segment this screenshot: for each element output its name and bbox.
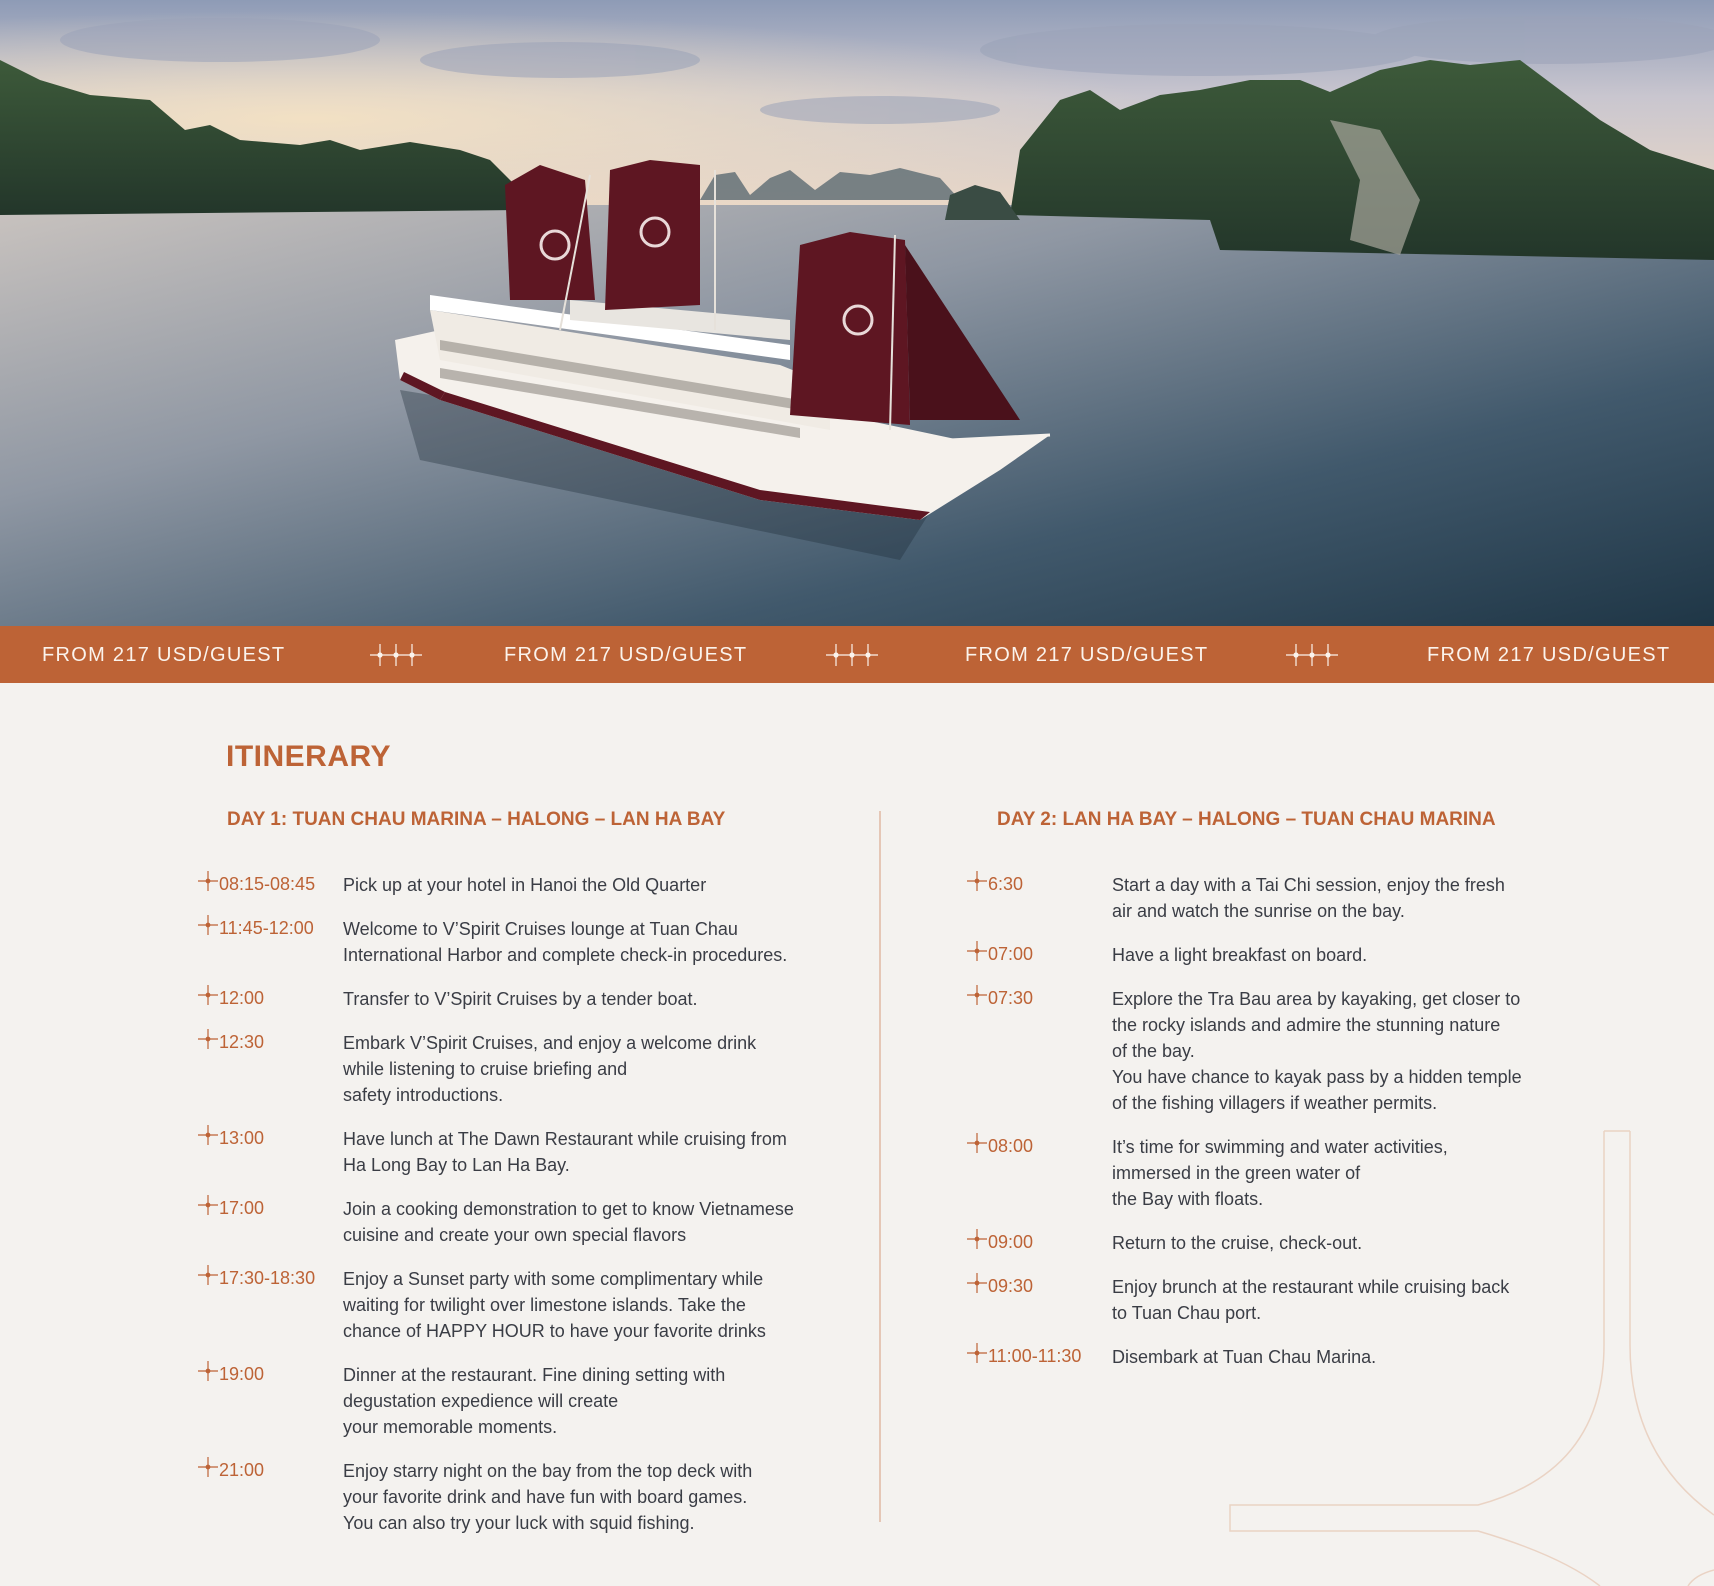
sparkle-bullet-icon (967, 1273, 987, 1293)
schedule-item (198, 1030, 848, 1108)
sparkle-bullet-icon (967, 1133, 987, 1153)
sparkle-bullet-icon (198, 1361, 218, 1381)
schedule-description: Have a light breakfast on board. (1112, 945, 1368, 965)
schedule-time: 09:00 (988, 1232, 1034, 1252)
schedule-item (967, 1134, 1567, 1212)
schedule-description: Enjoy brunch at the restaurant while cruising back to Tuan Chau port. (1112, 1277, 1510, 1323)
schedule-time: 07:30 (988, 988, 1034, 1008)
schedule-description: Enjoy starry night on the bay from the top deck with your favorite drink and have fun with board games. You can also try your luck with squid fishing. (343, 1461, 753, 1533)
schedule-time: 07:00 (988, 944, 1034, 964)
price-label: FROM 217 USD/GUEST (42, 644, 286, 666)
schedule-time: 17:00 (219, 1198, 265, 1218)
schedule-time: 12:30 (219, 1032, 265, 1052)
schedule-time: 17:30-18:30 (219, 1268, 316, 1288)
hero-image (0, 0, 1714, 626)
schedule-item (967, 986, 1567, 1116)
sail-middle (605, 160, 700, 310)
schedule-description: Join a cooking demonstration to get to know Vietnamese cuisine and create your own special flavors (343, 1199, 794, 1245)
schedule-item (198, 1196, 848, 1248)
column-divider (879, 811, 881, 1522)
schedule-description: Embark V’Spirit Cruises, and enjoy a welcome drink while listening to cruise briefing and safety introductions. (343, 1033, 757, 1105)
sparkle-bullet-icon (967, 1229, 987, 1249)
cruise-ship-photo (0, 0, 1714, 626)
schedule-item (967, 1230, 1567, 1256)
sparkle-bullet-icon (967, 871, 987, 891)
schedule-item (967, 872, 1567, 924)
schedule-description: Return to the cruise, check-out. (1112, 1233, 1363, 1253)
schedule-time: 6:30 (988, 874, 1024, 894)
price-banner (0, 626, 1714, 683)
triple-sparkle-icon (824, 642, 880, 668)
schedule-item (198, 1266, 848, 1344)
schedule-item (967, 1344, 1567, 1370)
schedule-description: Enjoy a Sunset party with some complimentary while waiting for twilight over limestone islands. Take the chance of HAPPY HOUR to have your favorite drinks (343, 1269, 766, 1341)
schedule-description: Welcome to V’Spirit Cruises lounge at Tuan Chau International Harbor and complete check-in procedures. (343, 919, 788, 965)
schedule-time: 11:45-12:00 (219, 918, 314, 938)
sparkle-bullet-icon (198, 915, 218, 935)
itinerary-title: ITINERARY (226, 740, 392, 773)
schedule-item (198, 872, 848, 898)
schedule-time: 08:00 (988, 1136, 1034, 1156)
triple-sparkle-icon (1284, 642, 1340, 668)
sparkle-bullet-icon (198, 1125, 218, 1145)
schedule-time: 09:30 (988, 1276, 1034, 1296)
schedule-item (198, 1362, 848, 1440)
schedule-time: 11:00-11:30 (988, 1346, 1082, 1366)
triple-sparkle-icon (368, 642, 424, 668)
sparkle-bullet-icon (198, 1195, 218, 1215)
sparkle-bullet-icon (967, 1343, 987, 1363)
day-1-schedule (198, 872, 848, 1554)
day-2-heading: DAY 2: LAN HA BAY – HALONG – TUAN CHAU MARINA (997, 809, 1496, 830)
price-label: FROM 217 USD/GUEST (504, 644, 748, 666)
schedule-description: It’s time for swimming and water activities, immersed in the green water of the Bay with floats. (1112, 1137, 1448, 1209)
sparkle-bullet-icon (198, 985, 218, 1005)
sparkle-bullet-icon (967, 985, 987, 1005)
price-label: FROM 217 USD/GUEST (1427, 644, 1671, 666)
schedule-time: 08:15-08:45 (219, 874, 316, 894)
schedule-description: Have lunch at The Dawn Restaurant while cruising from Ha Long Bay to Lan Ha Bay. (343, 1129, 787, 1175)
schedule-description: Start a day with a Tai Chi session, enjoy the fresh air and watch the sunrise on the bay. (1112, 875, 1505, 921)
day-2-schedule (967, 872, 1567, 1388)
schedule-time: 13:00 (219, 1128, 265, 1148)
schedule-item (198, 1458, 848, 1536)
schedule-time: 21:00 (219, 1460, 265, 1480)
schedule-item (967, 942, 1567, 968)
schedule-description: Transfer to V’Spirit Cruises by a tender boat. (343, 989, 698, 1009)
schedule-description: Dinner at the restaurant. Fine dining setting with degustation expedience will create your memorable moments. (343, 1365, 726, 1437)
sparkle-bullet-icon (198, 1265, 218, 1285)
schedule-item (198, 986, 848, 1012)
sparkle-bullet-icon (198, 1457, 218, 1477)
schedule-item (198, 916, 848, 968)
schedule-description: Disembark at Tuan Chau Marina. (1112, 1347, 1377, 1367)
schedule-item (198, 1126, 848, 1178)
schedule-description: Explore the Tra Bau area by kayaking, get closer to the rocky islands and admire the stunning nature of the bay. You have chance to kayak pass by a hidden temple of the fishing villagers if weather permits. (1112, 989, 1522, 1113)
sparkle-bullet-icon (198, 1029, 218, 1049)
schedule-time: 12:00 (219, 988, 265, 1008)
price-label: FROM 217 USD/GUEST (965, 644, 1209, 666)
schedule-description: Pick up at your hotel in Hanoi the Old Quarter (343, 875, 707, 895)
sparkle-bullet-icon (198, 871, 218, 891)
sparkle-bullet-icon (967, 941, 987, 961)
schedule-time: 19:00 (219, 1364, 265, 1384)
schedule-item (967, 1274, 1567, 1326)
day-1-heading: DAY 1: TUAN CHAU MARINA – HALONG – LAN HA BAY (227, 809, 726, 830)
